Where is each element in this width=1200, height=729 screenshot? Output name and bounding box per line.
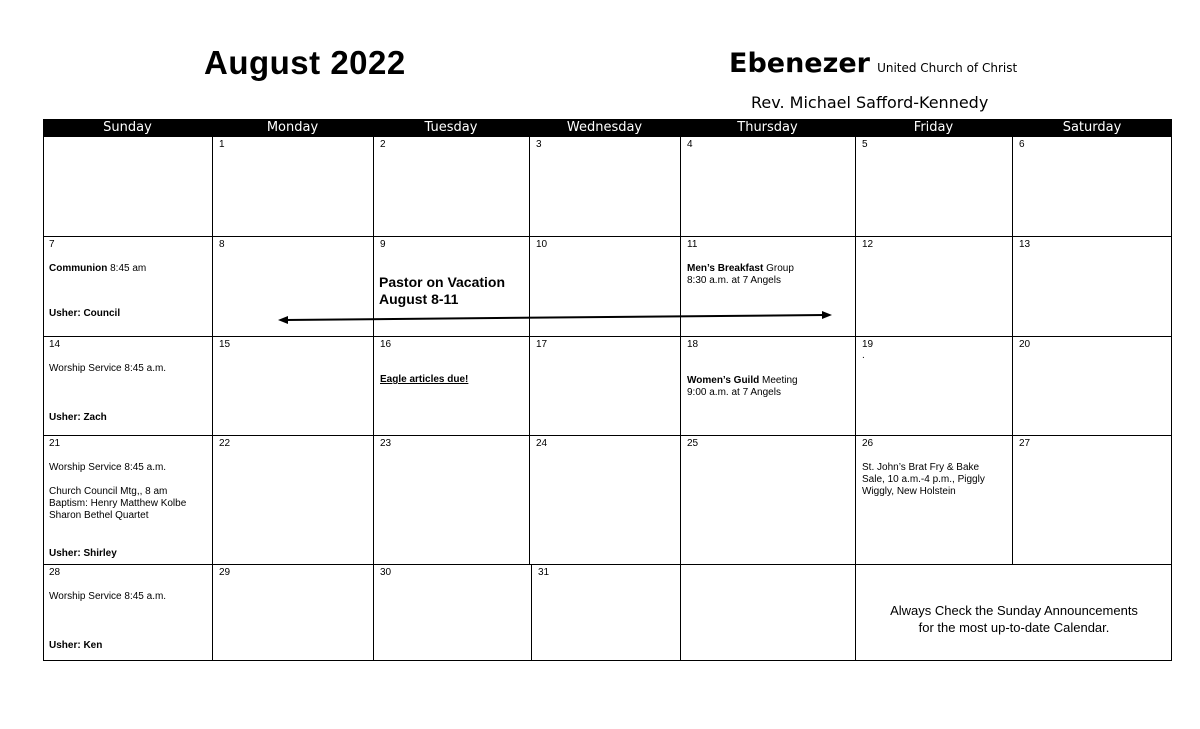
weekday-thursday: Thursday [737,120,798,135]
day-number: 13 [1019,239,1031,250]
weekday-saturday: Saturday [1062,120,1122,135]
weekday-monday: Monday [266,120,319,135]
church-subtitle: United Church of Christ [877,61,1018,75]
event-worship: Worship Service 8:45 a.m. [49,462,167,473]
vacation-span-arrow [43,119,1172,661]
day-number: 17 [536,339,548,350]
event-detail: 8:30 a.m. at 7 Angels [687,275,781,286]
pastor-name: Rev. Michael Safford-Kennedy [751,93,989,112]
church-name: Ebenezer [729,48,870,79]
day-number: 10 [536,239,548,250]
event-council-meeting: Church Council Mtg,, 8 am [49,486,168,497]
event-eagle-articles: Eagle articles due! [380,374,469,385]
day-number: 8 [219,239,225,250]
event-brat-fry: St. John’s Brat Fry & Bake Sale, 10 a.m.-4 p.m., Piggly Wiggly, New Holstein [862,462,985,497]
day-number: 11 [687,239,698,250]
event-detail: 9:00 a.m. at 7 Angels [687,387,781,398]
event-quartet: Sharon Bethel Quartet [49,510,149,521]
weekday-wednesday: Wednesday [566,120,643,135]
day-number: 21 [49,438,61,449]
event-baptism: Baptism: Henry Matthew Kolbe [49,498,187,509]
day-number: 16 [380,339,392,350]
day-number: 24 [536,438,548,449]
weekday-friday: Friday [913,120,954,135]
day-number: 30 [380,567,392,578]
event-womens-guild: Women’s Guild Meeting [687,375,798,386]
pastor-vacation-note: Pastor on Vacation August 8-11 [379,274,506,307]
event-communion: Communion 8:45 am [49,263,147,274]
day-number: 27 [1019,438,1031,449]
usher-label: Usher: Ken [49,640,103,651]
day-number: 14 [49,339,61,350]
day-number: 5 [862,139,868,150]
day-number: 23 [380,438,392,449]
day-number: 31 [538,567,550,578]
event-detail: . [862,350,865,361]
event-worship: Worship Service 8:45 a.m. [49,363,167,374]
event-mens-breakfast: Men’s Breakfast Group [687,263,794,274]
day-number: 1 [219,139,225,150]
event-worship: Worship Service 8:45 a.m. [49,591,167,602]
weekday-sunday: Sunday [103,120,152,135]
day-number: 15 [219,339,231,350]
day-number: 9 [380,239,386,250]
day-number: 26 [862,438,874,449]
day-number: 3 [536,139,542,150]
day-number: 7 [49,239,55,250]
church-heading [729,48,1017,79]
day-number: 22 [219,438,231,449]
usher-label: Usher: Council [49,308,121,319]
announcement-notice: Always Check the Sunday Announcements for the most up-to-date Calendar. [890,603,1138,635]
day-number: 18 [687,339,699,350]
day-number: 25 [687,438,699,449]
day-number: 4 [687,139,693,150]
day-number: 29 [219,567,231,578]
weekday-tuesday: Tuesday [424,120,478,135]
calendar-grid [43,119,1172,661]
usher-label: Usher: Shirley [49,548,117,559]
day-number: 6 [1019,139,1025,150]
day-number: 28 [49,567,61,578]
day-number: 20 [1019,339,1031,350]
arrow-left-head-icon [278,316,288,324]
day-number: 19 [862,339,874,350]
arrow-right-head-icon [822,311,832,319]
day-number: 2 [380,139,386,150]
month-title: August 2022 [204,44,406,81]
usher-label: Usher: Zach [49,412,107,423]
day-number: 12 [862,239,874,250]
